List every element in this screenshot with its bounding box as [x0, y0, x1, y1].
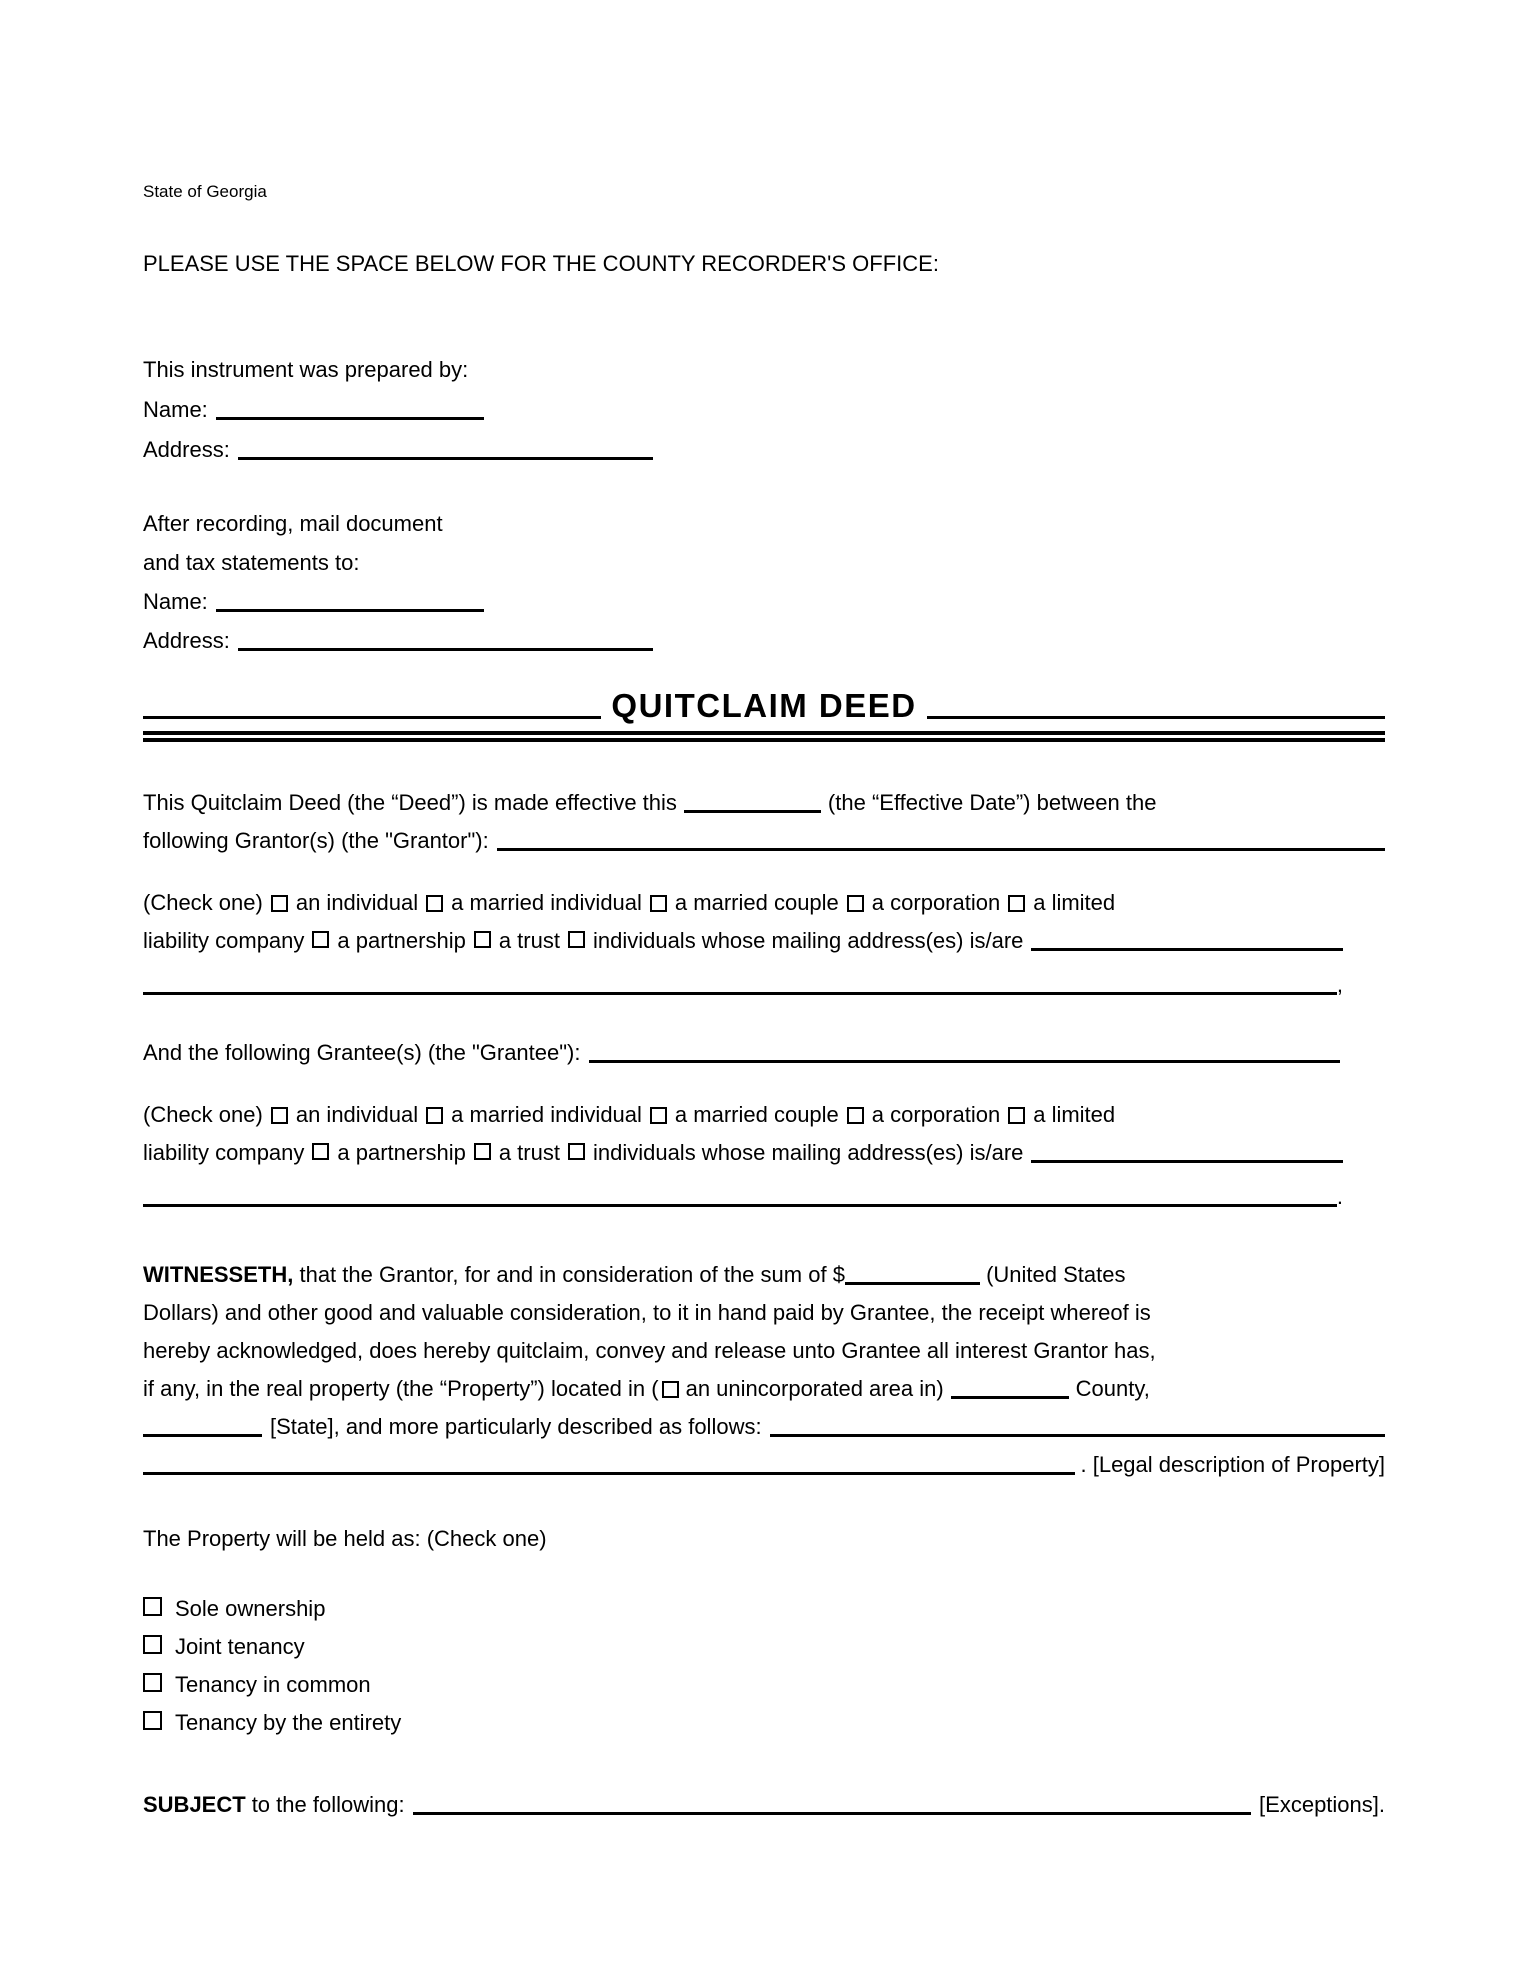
option-individual: an individual [295, 1102, 419, 1127]
grantor-mailing-address-blank[interactable] [1031, 932, 1343, 951]
witnesseth-bold: WITNESSETH, [143, 1262, 294, 1287]
witnesseth-text-1: that the Grantor, for and in consideration of the sum of [299, 1262, 827, 1287]
witnesseth-paragraph [143, 1256, 1385, 1484]
witnesseth-line-6 [143, 1446, 1385, 1484]
option-trust: a trust [498, 1140, 560, 1165]
legal-description-blank[interactable] [770, 1418, 1385, 1437]
witnesseth-line-3: hereby acknowledged, does hereby quitclaim, convey and release unto Grantee all interest Grantor has, [143, 1338, 1156, 1363]
option-trust: a trust [498, 928, 560, 953]
exceptions-label: [Exceptions]. [1259, 1792, 1385, 1817]
held-as-option-row [143, 1704, 1385, 1742]
subject-bold: SUBJECT [143, 1792, 246, 1817]
witnesseth-line-4 [143, 1370, 1385, 1408]
grantee-checkbox-trust[interactable] [474, 1143, 491, 1160]
mail-address-row [143, 621, 1385, 660]
grantee-checkbox-corporation[interactable] [847, 1107, 864, 1124]
checkbox-sole-ownership[interactable] [143, 1597, 162, 1616]
grantee-checkbox-partnership[interactable] [312, 1143, 329, 1160]
witnesseth-text-4: an unincorporated area in) [685, 1376, 944, 1401]
grantor-checkbox-corporation[interactable] [847, 895, 864, 912]
option-married-individual: a married individual [451, 890, 642, 915]
mail-name-row [143, 582, 1385, 621]
checkbox-tenancy-by-entirety[interactable] [143, 1711, 162, 1730]
witnesseth-text-3: if any, in the real property (the “Property”) located in ( [143, 1376, 659, 1401]
held-as-heading: The Property will be held as: (Check one) [143, 1526, 547, 1551]
grantee-checkbox-married-couple[interactable] [650, 1107, 667, 1124]
exceptions-blank[interactable] [413, 1796, 1251, 1815]
check-one-lead: (Check one) [143, 1102, 263, 1127]
dollar-sign: $ [832, 1262, 845, 1287]
grantor-lead-text: following Grantor(s) (the "Grantor"): [143, 828, 489, 853]
grantee-check-line-2 [143, 1134, 1343, 1172]
county-blank[interactable] [951, 1380, 1069, 1399]
recorder-notice: PLEASE USE THE SPACE BELOW FOR THE COUNTY RECORDER'S OFFICE: [143, 251, 939, 276]
held-as-option-row [143, 1590, 1385, 1628]
grantor-check-line-1 [143, 884, 1385, 922]
grantor-mailing-address-blank-2[interactable] [143, 976, 1337, 995]
option-limited: a limited [1033, 890, 1116, 915]
option-partnership: a partnership [337, 1140, 466, 1165]
trailing-comma: , [1336, 972, 1343, 997]
option-joint-tenancy: Joint tenancy [175, 1634, 305, 1659]
preparer-address-blank[interactable] [238, 441, 653, 460]
mail-address-blank[interactable] [238, 632, 653, 651]
grantor-checkbox-partnership[interactable] [312, 931, 329, 948]
grantee-check-line-1 [143, 1096, 1385, 1134]
grantor-checkbox-individual[interactable] [271, 895, 288, 912]
grantor-checkbox-married-couple[interactable] [650, 895, 667, 912]
grantee-name-blank[interactable] [589, 1044, 1341, 1063]
option-married-couple: a married couple [674, 1102, 839, 1127]
title-row [143, 686, 1385, 726]
mail-to-line2: and tax statements to: [143, 550, 360, 575]
checkbox-tenancy-in-common[interactable] [143, 1673, 162, 1692]
checkbox-joint-tenancy[interactable] [143, 1635, 162, 1654]
grantee-mailing-address-blank[interactable] [1031, 1144, 1343, 1163]
legal-description-blank-2[interactable] [143, 1456, 1075, 1475]
intro-text-2: (the “Effective Date”) between the [827, 790, 1157, 815]
intro-paragraph [143, 784, 1385, 860]
grantee-checkbox-individuals-mailing[interactable] [568, 1143, 585, 1160]
option-liability-company: liability company [143, 928, 305, 953]
option-tenancy-in-common: Tenancy in common [175, 1672, 371, 1697]
witnesseth-text-6: [State], and more particularly described as follows: [270, 1414, 762, 1439]
mail-name-label: Name: [143, 589, 208, 614]
option-corporation: a corporation [871, 1102, 1001, 1127]
document-content [143, 0, 1385, 1824]
grantor-check-line-2 [143, 922, 1343, 960]
subject-text: to the following: [251, 1792, 405, 1817]
mail-to-section [143, 504, 1385, 660]
preparer-address-label: Address: [143, 437, 230, 462]
grantor-check-one-paragraph [143, 884, 1385, 1004]
preparer-name-label: Name: [143, 397, 208, 422]
witnesseth-line-5 [143, 1408, 1385, 1446]
effective-date-blank[interactable] [684, 794, 821, 813]
grantee-check-one-paragraph [143, 1096, 1385, 1216]
grantee-checkbox-llc[interactable] [1008, 1107, 1025, 1124]
check-one-lead: (Check one) [143, 890, 263, 915]
grantor-name-blank[interactable] [497, 832, 1385, 851]
grantor-mailing-address-row-2 [143, 966, 1343, 1004]
intro-text-1: This Quitclaim Deed (the “Deed”) is made effective this [143, 790, 677, 815]
state-blank[interactable] [143, 1418, 262, 1437]
title-rule-right [927, 716, 1385, 719]
grantor-checkbox-married-individual[interactable] [426, 895, 443, 912]
mail-name-blank[interactable] [216, 593, 484, 612]
option-liability-company: liability company [143, 1140, 305, 1165]
option-individuals-mailing: individuals whose mailing address(es) is/are [592, 1140, 1024, 1165]
option-individual: an individual [295, 890, 419, 915]
grantor-checkbox-individuals-mailing[interactable] [568, 931, 585, 948]
grantee-mailing-address-blank-2[interactable] [143, 1188, 1337, 1207]
option-married-couple: a married couple [674, 890, 839, 915]
grantee-lead-row [143, 1034, 1340, 1072]
option-tenancy-by-entirety: Tenancy by the entirety [175, 1710, 402, 1735]
witnesseth-text-2: (United States [986, 1262, 1126, 1287]
consideration-amount-blank[interactable] [845, 1266, 980, 1285]
preparer-address-row [143, 430, 1385, 470]
option-sole-ownership: Sole ownership [175, 1596, 326, 1621]
option-partnership: a partnership [337, 928, 466, 953]
intro-line-1 [143, 784, 1385, 822]
grantee-lead-text: And the following Grantee(s) (the "Grantee"): [143, 1040, 581, 1065]
legal-description-label: . [Legal description of Property] [1080, 1452, 1385, 1477]
held-as-option-row [143, 1666, 1385, 1704]
grantee-checkbox-married-individual[interactable] [426, 1107, 443, 1124]
title-rule-left [143, 716, 601, 719]
grantee-checkbox-individual[interactable] [271, 1107, 288, 1124]
preparer-name-blank[interactable] [216, 401, 484, 420]
prepared-by-heading: This instrument was prepared by: [143, 357, 469, 382]
option-corporation: a corporation [871, 890, 1001, 915]
option-individuals-mailing: individuals whose mailing address(es) is/are [592, 928, 1024, 953]
prepared-by-section [143, 350, 1385, 470]
mail-to-line1: After recording, mail document [143, 511, 443, 536]
subject-row [143, 1786, 1385, 1824]
held-as-option-row [143, 1628, 1385, 1666]
intro-line-2 [143, 822, 1385, 860]
state-line: State of Georgia [143, 182, 267, 201]
title-double-rule [143, 731, 1385, 742]
trailing-period: . [1336, 1184, 1343, 1209]
grantor-checkbox-llc[interactable] [1008, 895, 1025, 912]
option-married-individual: a married individual [451, 1102, 642, 1127]
document-title: QUITCLAIM DEED [611, 687, 917, 724]
option-limited: a limited [1033, 1102, 1116, 1127]
witnesseth-line-1 [143, 1256, 1385, 1294]
preparer-name-row [143, 390, 1385, 430]
checkbox-unincorporated-area[interactable] [662, 1381, 679, 1398]
mail-address-label: Address: [143, 628, 230, 653]
witnesseth-text-5: County, [1075, 1376, 1150, 1401]
grantee-mailing-address-row-2 [143, 1178, 1343, 1216]
witnesseth-line-2: Dollars) and other good and valuable consideration, to it in hand paid by Grantee, the receipt whereof is [143, 1300, 1151, 1325]
grantor-checkbox-trust[interactable] [474, 931, 491, 948]
held-as-options [143, 1590, 1385, 1742]
